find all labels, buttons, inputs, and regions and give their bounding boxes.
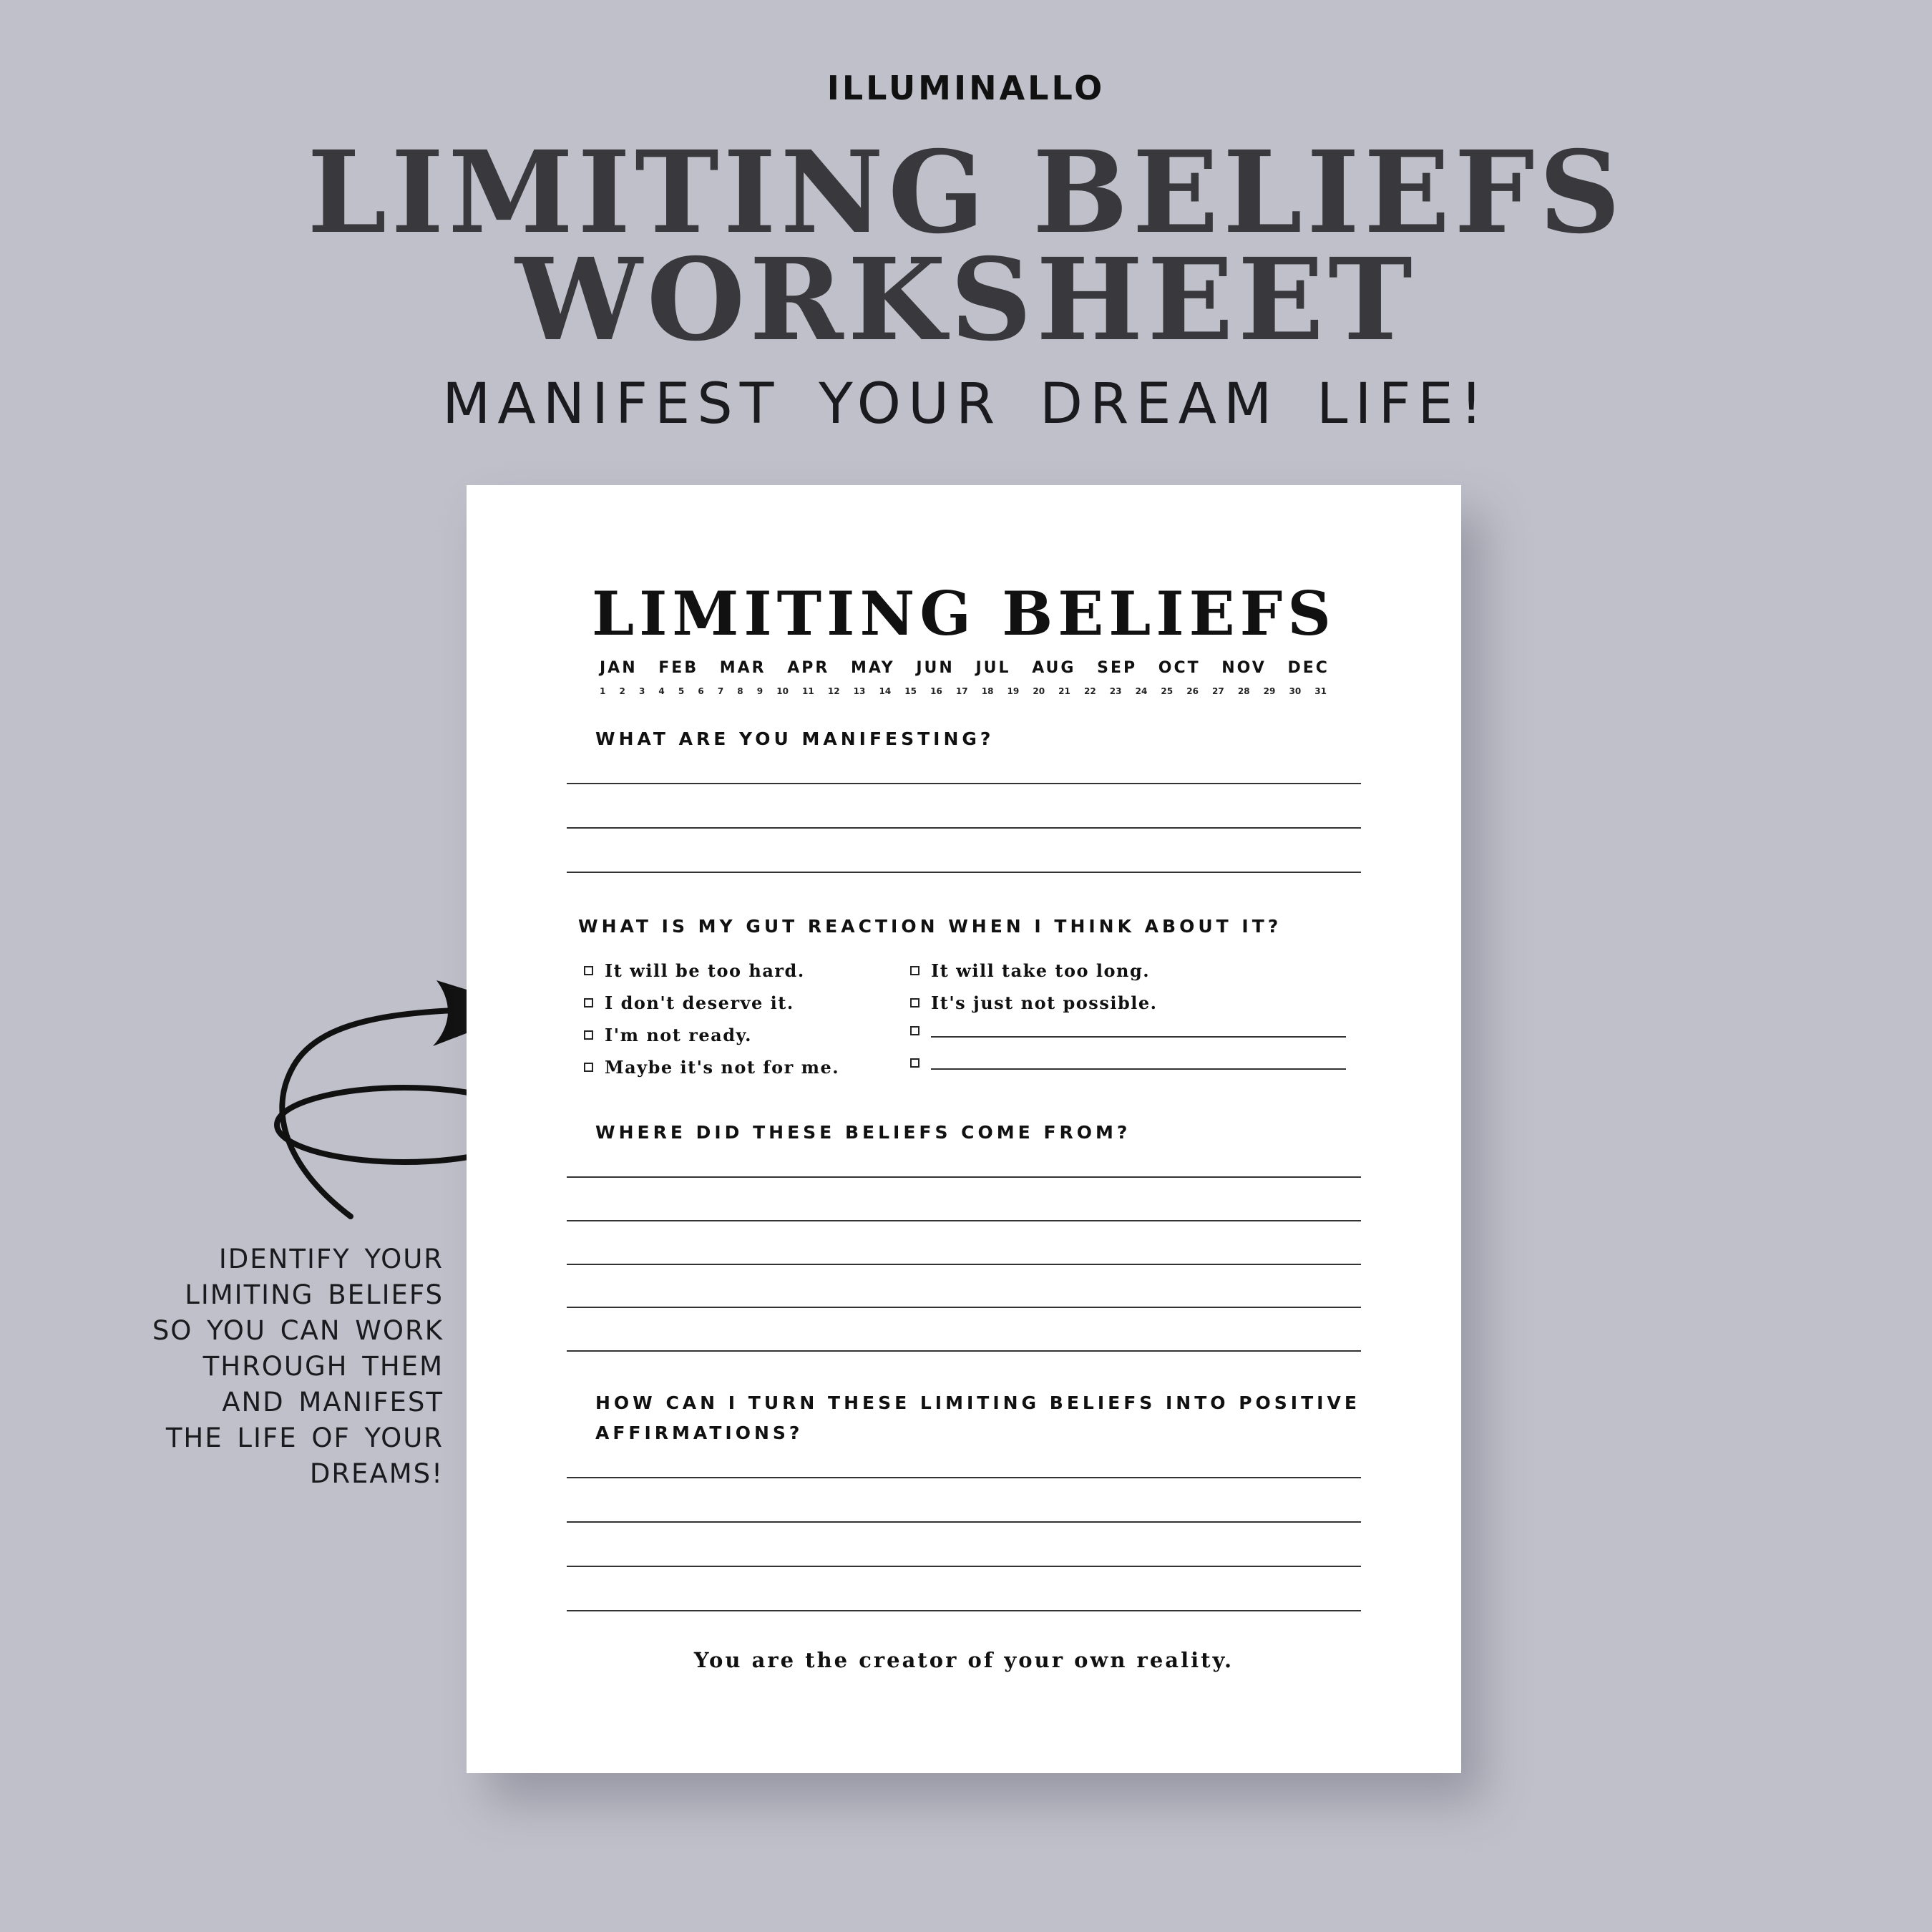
day-label[interactable]: 2	[619, 686, 625, 696]
day-label[interactable]: 22	[1083, 686, 1096, 696]
day-label[interactable]: 28	[1237, 686, 1250, 696]
option-label: I don't deserve it.	[605, 992, 794, 1013]
day-label[interactable]: 9	[756, 686, 763, 696]
day-label[interactable]: 26	[1186, 686, 1199, 696]
option-label: It will be too hard.	[605, 960, 805, 981]
day-label[interactable]: 6	[698, 686, 704, 696]
question-belief-origin: WHERE DID THESE BELIEFS COME FROM?	[595, 1122, 1131, 1143]
side-note-line: THROUGH THEM	[203, 1351, 444, 1382]
question-affirmations	[595, 1388, 1360, 1448]
checkbox-icon[interactable]	[910, 966, 919, 975]
day-label[interactable]: 27	[1212, 686, 1224, 696]
month-label[interactable]: MAR	[719, 659, 766, 677]
checkbox-option-blank[interactable]	[910, 1023, 1346, 1038]
day-label[interactable]: 14	[879, 686, 892, 696]
worksheet-page	[467, 485, 1461, 1773]
question-affirmations-line-1: HOW CAN I TURN THESE LIMITING BELIEFS INTO POSITIVE	[595, 1392, 1360, 1413]
month-label[interactable]: SEP	[1097, 659, 1138, 677]
answer-line[interactable]	[567, 1350, 1361, 1352]
day-label[interactable]: 29	[1263, 686, 1276, 696]
checkbox-option-blank[interactable]	[910, 1055, 1346, 1070]
side-note-line: THE LIFE OF YOUR	[165, 1423, 444, 1453]
day-label[interactable]: 3	[638, 686, 645, 696]
side-note-line: DREAMS!	[309, 1458, 444, 1489]
side-note-line: IDENTIFY YOUR	[218, 1244, 444, 1274]
checkbox-option[interactable]	[584, 992, 794, 1013]
month-label[interactable]: AUG	[1032, 659, 1076, 677]
day-label[interactable]: 23	[1109, 686, 1122, 696]
checkbox-icon[interactable]	[584, 998, 593, 1008]
checkbox-option[interactable]	[584, 1057, 839, 1078]
page-subtitle: MANIFEST YOUR DREAM LIFE!	[442, 372, 1490, 436]
page-title-line-2: WORKSHEET	[515, 234, 1417, 366]
side-note-line: LIMITING BELIEFS	[185, 1279, 444, 1310]
checkbox-option[interactable]	[910, 992, 1157, 1013]
blank-option-line[interactable]	[931, 1036, 1346, 1038]
checkbox-icon[interactable]	[910, 1058, 919, 1068]
month-label[interactable]: APR	[787, 659, 830, 677]
side-note	[107, 1241, 444, 1492]
day-label[interactable]: 25	[1161, 686, 1174, 696]
side-note-line: SO YOU CAN WORK	[152, 1315, 444, 1346]
day-label[interactable]: 12	[827, 686, 840, 696]
day-selector	[600, 686, 1327, 696]
day-label[interactable]: 30	[1289, 686, 1302, 696]
month-label[interactable]: JUL	[975, 659, 1011, 677]
day-label[interactable]: 19	[1007, 686, 1020, 696]
option-label: It will take too long.	[931, 960, 1151, 981]
answer-line[interactable]	[567, 1307, 1361, 1308]
answer-line[interactable]	[567, 1566, 1361, 1567]
day-label[interactable]: 10	[776, 686, 789, 696]
blank-option-line[interactable]	[931, 1068, 1346, 1070]
worksheet-title: LIMITING BELIEFS	[592, 578, 1336, 649]
month-label[interactable]: FEB	[658, 659, 699, 677]
checkbox-icon[interactable]	[910, 998, 919, 1008]
question-gut-reaction: WHAT IS MY GUT REACTION WHEN I THINK ABOUT IT?	[578, 916, 1282, 937]
day-label[interactable]: 15	[904, 686, 917, 696]
checkbox-icon[interactable]	[584, 1030, 593, 1040]
answer-line[interactable]	[567, 827, 1361, 829]
question-affirmations-line-2: AFFIRMATIONS?	[595, 1423, 804, 1443]
month-label[interactable]: JAN	[600, 659, 638, 677]
day-label[interactable]: 1	[600, 686, 606, 696]
option-label: Maybe it's not for me.	[605, 1057, 840, 1078]
day-label[interactable]: 4	[658, 686, 665, 696]
answer-line[interactable]	[567, 783, 1361, 784]
day-label[interactable]: 18	[981, 686, 994, 696]
checkbox-option[interactable]	[584, 960, 805, 981]
checkbox-option[interactable]	[910, 960, 1150, 981]
checkbox-option[interactable]	[584, 1025, 752, 1045]
month-selector	[600, 659, 1330, 677]
answer-line[interactable]	[567, 1477, 1361, 1478]
answer-line[interactable]	[567, 1610, 1361, 1611]
brand-name: ILLUMINALLO	[826, 69, 1106, 107]
checkbox-icon[interactable]	[584, 1063, 593, 1072]
checkbox-icon[interactable]	[910, 1026, 919, 1035]
day-label[interactable]: 16	[930, 686, 942, 696]
option-label: I'm not ready.	[605, 1025, 753, 1045]
month-label[interactable]: DEC	[1287, 659, 1330, 677]
answer-line[interactable]	[567, 1264, 1361, 1265]
day-label[interactable]: 24	[1135, 686, 1148, 696]
month-label[interactable]: NOV	[1221, 659, 1267, 677]
option-label: It's just not possible.	[931, 992, 1158, 1013]
day-label[interactable]: 11	[802, 686, 814, 696]
month-label[interactable]: JUN	[916, 659, 955, 677]
month-label[interactable]: OCT	[1158, 659, 1201, 677]
day-label[interactable]: 7	[717, 686, 724, 696]
day-label[interactable]: 31	[1314, 686, 1327, 696]
day-label[interactable]: 21	[1058, 686, 1070, 696]
day-label[interactable]: 5	[678, 686, 685, 696]
day-label[interactable]: 20	[1033, 686, 1045, 696]
day-label[interactable]: 17	[955, 686, 968, 696]
side-note-line: AND MANIFEST	[222, 1387, 444, 1418]
answer-line[interactable]	[567, 1521, 1361, 1523]
answer-line[interactable]	[567, 872, 1361, 873]
answer-line[interactable]	[567, 1176, 1361, 1178]
month-label[interactable]: MAY	[850, 659, 895, 677]
day-label[interactable]: 13	[853, 686, 866, 696]
answer-line[interactable]	[567, 1220, 1361, 1221]
checkbox-icon[interactable]	[584, 966, 593, 975]
page-title-line-1: LIMITING BELIEFS	[307, 127, 1625, 259]
footer-quote: You are the creator of your own reality.	[693, 1648, 1234, 1672]
question-manifesting: WHAT ARE YOU MANIFESTING?	[595, 728, 995, 749]
day-label[interactable]: 8	[737, 686, 743, 696]
